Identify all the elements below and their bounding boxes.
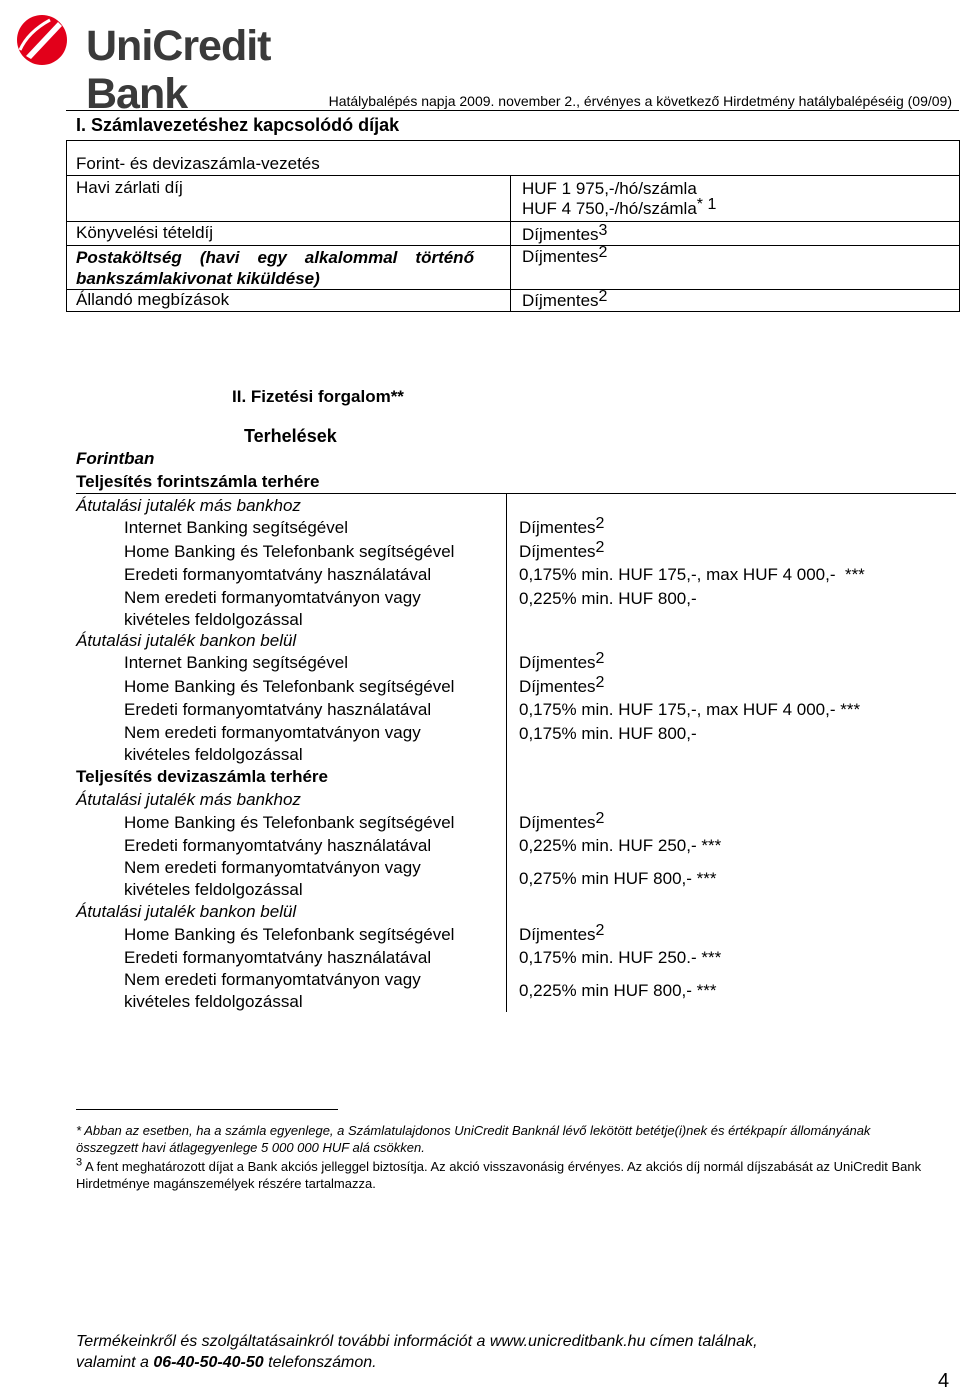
fee-label: Internet Banking segítségével xyxy=(124,518,348,537)
postal-cost-label-line1 xyxy=(76,247,474,268)
postal-word: Postaköltség xyxy=(76,248,182,267)
fee-value-text: Díjmentes xyxy=(519,925,596,944)
huf-account-heading: Teljesítés forintszámla terhére xyxy=(76,472,320,491)
row-value-sup: * 1 xyxy=(696,196,717,214)
row-value-text: Díjmentes xyxy=(522,291,599,310)
fee-value: 0,225% min HUF 800,- *** xyxy=(519,981,717,1000)
fee-value-text: Díjmentes xyxy=(519,677,596,696)
fee-value: 0,175% min. HUF 175,-, max HUF 4 000,- *** xyxy=(519,565,865,584)
currency-heading: Forintban xyxy=(76,449,155,468)
row-value-text: HUF 4 750,-/hó/számla xyxy=(522,199,697,218)
fee-value-sup: 2 xyxy=(595,810,605,828)
unicredit-logo xyxy=(14,12,359,118)
fee-label: kivételes feldolgozással xyxy=(124,992,303,1011)
fee-label: Eredeti formanyomtatvány használatával xyxy=(124,700,432,719)
row-label: Állandó megbízások xyxy=(76,290,230,309)
row-label: Könyvelési tételdíj xyxy=(76,223,214,242)
row-label: Havi zárlati díj xyxy=(76,178,183,197)
charges-title: Terhelések xyxy=(244,426,337,446)
fee-value-text: Díjmentes xyxy=(519,813,596,832)
footnote-star: * Abban az esetben, ha a számla egyenlege, a Számlatulajdonos UniCredit Banknál lévő lekötött betétje(i)nek és értékpapír állományának összegzett havi átlagegyenlege 5 000 000 HUF alá csökken. xyxy=(76,1123,871,1155)
logo-text: UniCredit Bank xyxy=(86,22,271,118)
fee-value xyxy=(519,541,604,563)
footer-text: telefonszámon. xyxy=(263,1354,377,1371)
fee-value-sup: 2 xyxy=(595,650,605,668)
phone-number: 06-40-50-40-50 xyxy=(153,1354,264,1371)
row-value xyxy=(522,246,607,268)
fee-value-sup: 2 xyxy=(595,539,605,557)
row-value-text: Díjmentes xyxy=(522,247,599,266)
footnote-3-marker: 3 xyxy=(76,1156,83,1169)
postal-cost-label xyxy=(76,247,474,289)
footnote-3-text: A fent meghatározott díjat a Bank akciós jelleggel biztosítja. Az akció visszavonásig érvényes. Az akciós díj normál díjszabását az UniCredit Bank Hirdetménye magánszemélyek részére tartalmazza. xyxy=(76,1159,922,1191)
fee-table-column-divider xyxy=(510,175,511,311)
fee-value: 0,225% min. HUF 800,- xyxy=(519,589,697,608)
fee-label: Home Banking és Telefonbank segítségével xyxy=(124,813,455,832)
fee-label: Home Banking és Telefonbank segítségével xyxy=(124,677,455,696)
fee-value xyxy=(519,517,604,539)
group-heading: Átutalási jutalék bankon belül xyxy=(76,631,297,650)
fee-value: 0,175% min. HUF 175,-, max HUF 4 000,- *** xyxy=(519,700,861,719)
fee-value-text: Díjmentes xyxy=(519,653,596,672)
fee-value xyxy=(519,924,604,946)
fee-table-divider xyxy=(66,175,960,176)
footnote-divider xyxy=(76,1109,338,1110)
section1-title: I. Számlavezetéshez kapcsolódó díjak xyxy=(76,115,400,135)
section2-title: II. Fizetési forgalom** xyxy=(232,387,404,406)
fee-label: Eredeti formanyomtatvány használatával xyxy=(124,565,432,584)
unicredit-logo-icon xyxy=(14,12,74,68)
fee-label: kivételes feldolgozással xyxy=(124,745,303,764)
fee-label: Eredeti formanyomtatvány használatával xyxy=(124,948,432,967)
fee-value: 0,175% min. HUF 250.- *** xyxy=(519,948,722,967)
fee-table-divider xyxy=(66,245,960,246)
fees-table-divider xyxy=(76,493,956,494)
fee-label: Home Banking és Telefonbank segítségével xyxy=(124,925,455,944)
row-value: HUF 1 975,-/hó/számla xyxy=(522,179,697,198)
effective-date: Hatálybalépés napja 2009. november 2., érvényes a következő Hirdetmény hatálybalépéséig (09/09) xyxy=(328,93,952,109)
postal-word: egy xyxy=(257,248,287,267)
fees-table-column-divider xyxy=(506,493,507,1012)
group-heading: Átutalási jutalék bankon belül xyxy=(76,902,297,921)
row-value xyxy=(522,290,607,312)
fee-value xyxy=(519,812,604,834)
page-number: 4 xyxy=(938,1370,950,1392)
fee-value: 0,275% min HUF 800,- *** xyxy=(519,869,717,888)
fee-label: Home Banking és Telefonbank segítségével xyxy=(124,542,455,561)
fee-value-text: Díjmentes xyxy=(519,518,596,537)
fee-value xyxy=(519,676,604,698)
group-heading: Átutalási jutalék más bankhoz xyxy=(76,496,301,515)
fee-table-subtitle: Forint- és devizaszámla-vezetés xyxy=(76,154,320,173)
website-link[interactable]: www.unicreditbank.hu xyxy=(489,1333,646,1350)
postal-cost-label-line2: bankszámlakivonat kiküldése) xyxy=(76,269,320,288)
fee-label: Nem eredeti formanyomtatványon vagy xyxy=(124,723,421,742)
postal-word: alkalommal xyxy=(304,248,398,267)
fee-label: Eredeti formanyomtatvány használatával xyxy=(124,836,432,855)
row-value-text: Díjmentes xyxy=(522,225,599,244)
fee-label: kivételes feldolgozással xyxy=(124,610,303,629)
footer-info xyxy=(76,1331,758,1373)
fee-value: 0,225% min. HUF 250,- *** xyxy=(519,836,722,855)
footer-text: címen találnak, xyxy=(645,1333,758,1350)
row-value-sup: 2 xyxy=(598,244,608,262)
row-value xyxy=(522,198,716,220)
header-divider xyxy=(66,110,959,111)
fee-value-sup: 2 xyxy=(595,515,605,533)
row-value-sup: 2 xyxy=(598,288,608,306)
footer-text: valamint a xyxy=(76,1354,154,1371)
fee-value xyxy=(519,652,604,674)
fee-value-text: Díjmentes xyxy=(519,542,596,561)
postal-word: történő xyxy=(415,248,474,267)
fee-label: Nem eredeti formanyomtatványon vagy xyxy=(124,970,421,989)
fee-value-sup: 2 xyxy=(595,922,605,940)
fee-label: Nem eredeti formanyomtatványon vagy xyxy=(124,588,421,607)
fee-label: kivételes feldolgozással xyxy=(124,880,303,899)
fee-label: Nem eredeti formanyomtatványon vagy xyxy=(124,858,421,877)
fee-label: Internet Banking segítségével xyxy=(124,653,348,672)
footer-text: Termékeinkről és szolgáltatásainkról további információt a xyxy=(76,1333,490,1350)
row-value-sup: 3 xyxy=(598,222,608,240)
fee-value-sup: 2 xyxy=(595,674,605,692)
footer-line2 xyxy=(76,1352,758,1373)
footer-line1 xyxy=(76,1331,758,1352)
footnote-3 xyxy=(76,1158,936,1192)
group-heading: Átutalási jutalék más bankhoz xyxy=(76,790,301,809)
postal-word: (havi xyxy=(199,248,240,267)
fee-value: 0,175% min. HUF 800,- xyxy=(519,724,697,743)
row-value xyxy=(522,224,607,246)
fx-account-heading: Teljesítés devizaszámla terhére xyxy=(76,767,328,786)
